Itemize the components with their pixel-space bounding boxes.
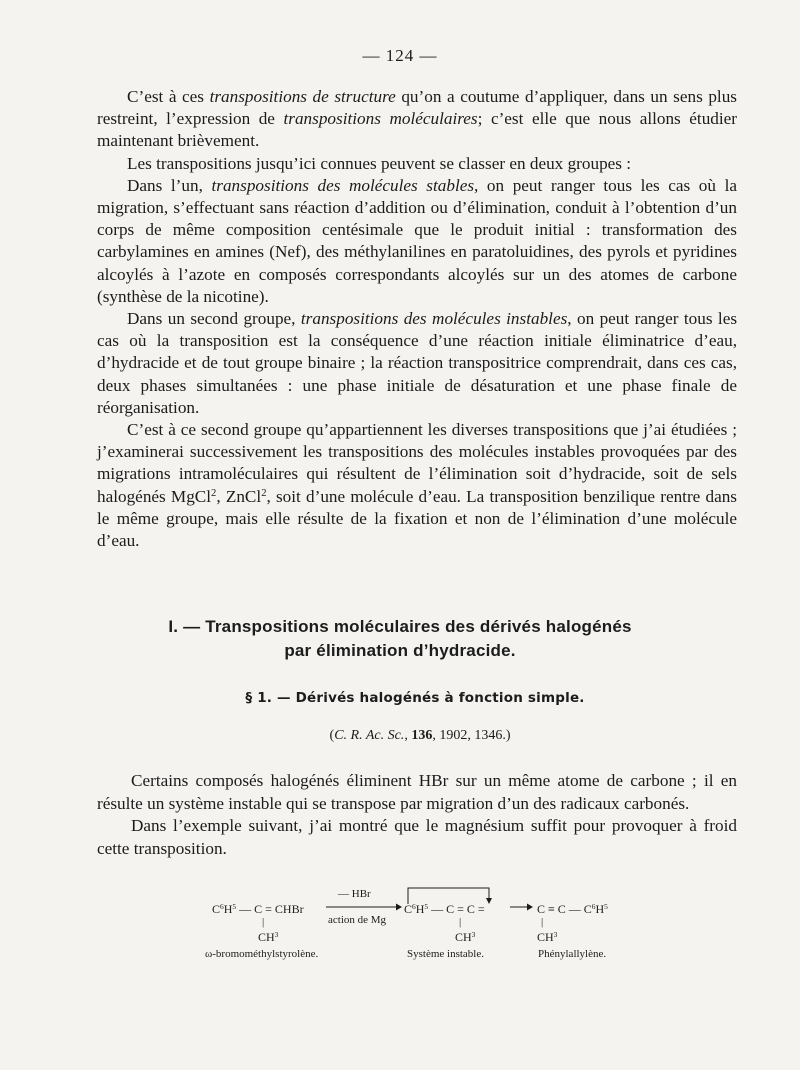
product-bond-line: |	[541, 916, 544, 928]
text-run: C’est à ce second groupe qu’appartiennent les diverses transpositions que j’ai étudiées ; j’examinerai successivement les transpositions des molécules instables provoquées par des migrations intramoléculaires qui résultent de l’élimination soit d’hydracide, soit de sels halogénés MgCl	[97, 420, 737, 506]
text-run: Dans l’un,	[127, 175, 212, 195]
intermediate-methyl: $CH^3$	[455, 929, 476, 944]
intermediate-formula: $C^6H^5$ — C = C =	[404, 901, 485, 916]
text-run: , on peut ranger tous les cas où la migration, s’effectuant sans réaction d’addition ou d’élimination, conduit à l’obtention d’un corps de même composition centésimale que le produit initial : transformation des carbylamines en amines (Nef), des méthylanilines en paratoluidines, des pyrols et pyridines alcoylés à l’azote en composés correspondants alcoylés sur un des atomes de carbone (synthèse de la nicotine).	[97, 175, 737, 306]
product-formula: C ≡ C — $C^6H^5$	[537, 901, 608, 916]
section-text-block	[97, 770, 737, 860]
intermediate-name: Système instable.	[407, 948, 484, 960]
text-run: ; c’est elle que nous allons étudier maintenant brièvement.	[97, 109, 738, 151]
superscript: 2	[211, 487, 217, 499]
reference-citation: (C. R. Ac. Sc., 136, 1902, 1346.)	[329, 728, 511, 743]
paragraph-magnesium-example: Dans l’exemple suivant, j’ai montré que le magnésium suffit pour provoquer à froid cette transposition.	[97, 816, 737, 858]
reaction-arrow-2	[510, 902, 534, 912]
reactant-formula: $C^6H^5$ — C = CHBr	[212, 901, 304, 916]
text-run: , on peut ranger tous les cas où la transposition est la conséquence d’une réaction initiale éliminatrice d’eau, d’hydracide et de tout groupe binaire ; la réaction transpositrice comprendrait, dans ces cas, deux phases simultanées : une phase initiale de désaturation et une phase finale de réorganisation.	[97, 309, 738, 417]
page-number: — 124 —	[362, 46, 438, 65]
italic-term: transpositions des molécules instables	[300, 309, 568, 329]
reactant-name: ω-bromométhylstyrolène.	[205, 948, 319, 960]
text-run: , soit d’une molécule d’eau. La transposition benzilique rentre dans le même groupe, mais elle résulte de la fixation et non de l’élimination d’une molécule d’eau.	[97, 486, 737, 551]
arrow-label-top: — HBr	[338, 888, 371, 900]
paragraph-4	[97, 308, 737, 419]
text-run: C’est à ces	[127, 87, 210, 106]
reactant-bond-line: |	[262, 916, 265, 928]
text-run: Dans un second groupe,	[127, 309, 301, 329]
text-run: qu’on a coutume d’appliquer, dans un sens plus restreint, l’expression de	[97, 87, 737, 129]
subsection-heading: § 1. — Dérivés halogénés à fonction simple.	[245, 690, 585, 706]
section-heading-line-2: par élimination d’hydracide.	[284, 641, 516, 660]
intro-text-block	[97, 86, 737, 552]
reaction-arrow-1	[326, 902, 402, 912]
reactant-methyl: $CH^3$	[258, 929, 279, 944]
reference-journal: C. R. Ac. Sc.	[334, 728, 405, 743]
intermediate-bond-line: |	[459, 916, 462, 928]
text-run: Les transpositions jusqu’ici connues peuvent se classer en deux groupes :	[127, 153, 632, 173]
section-heading	[0, 615, 800, 663]
product-name: Phénylallylène.	[538, 948, 607, 960]
product-methyl: $CH^3$	[537, 929, 558, 944]
italic-term: transpositions moléculaires	[283, 109, 478, 129]
paragraph-3	[97, 175, 737, 308]
paragraph-hbr-elimination: Certains composés halogénés éliminent HBr sur un même atome de carbone ; il en résulte un système instable qui se transpose par migration d’un des radicaux carbonés.	[97, 771, 737, 813]
section-heading-line-1: I. — Transpositions moléculaires des dérivés halogénés	[168, 617, 632, 636]
italic-term: transpositions des molécules stables	[211, 175, 475, 195]
reference-year-page: , 1902, 1346.)	[432, 728, 511, 743]
text-run: , ZnCl	[216, 486, 262, 506]
arrow-label-bottom: action de Mg	[328, 914, 387, 926]
italic-term: transpositions de structure	[209, 87, 396, 106]
paragraph-5	[97, 419, 737, 552]
paragraph-2	[97, 153, 737, 175]
reference-volume: 136	[411, 728, 433, 743]
reaction-scheme	[0, 880, 800, 980]
paragraph-1	[97, 86, 737, 153]
superscript: 2	[261, 487, 267, 499]
